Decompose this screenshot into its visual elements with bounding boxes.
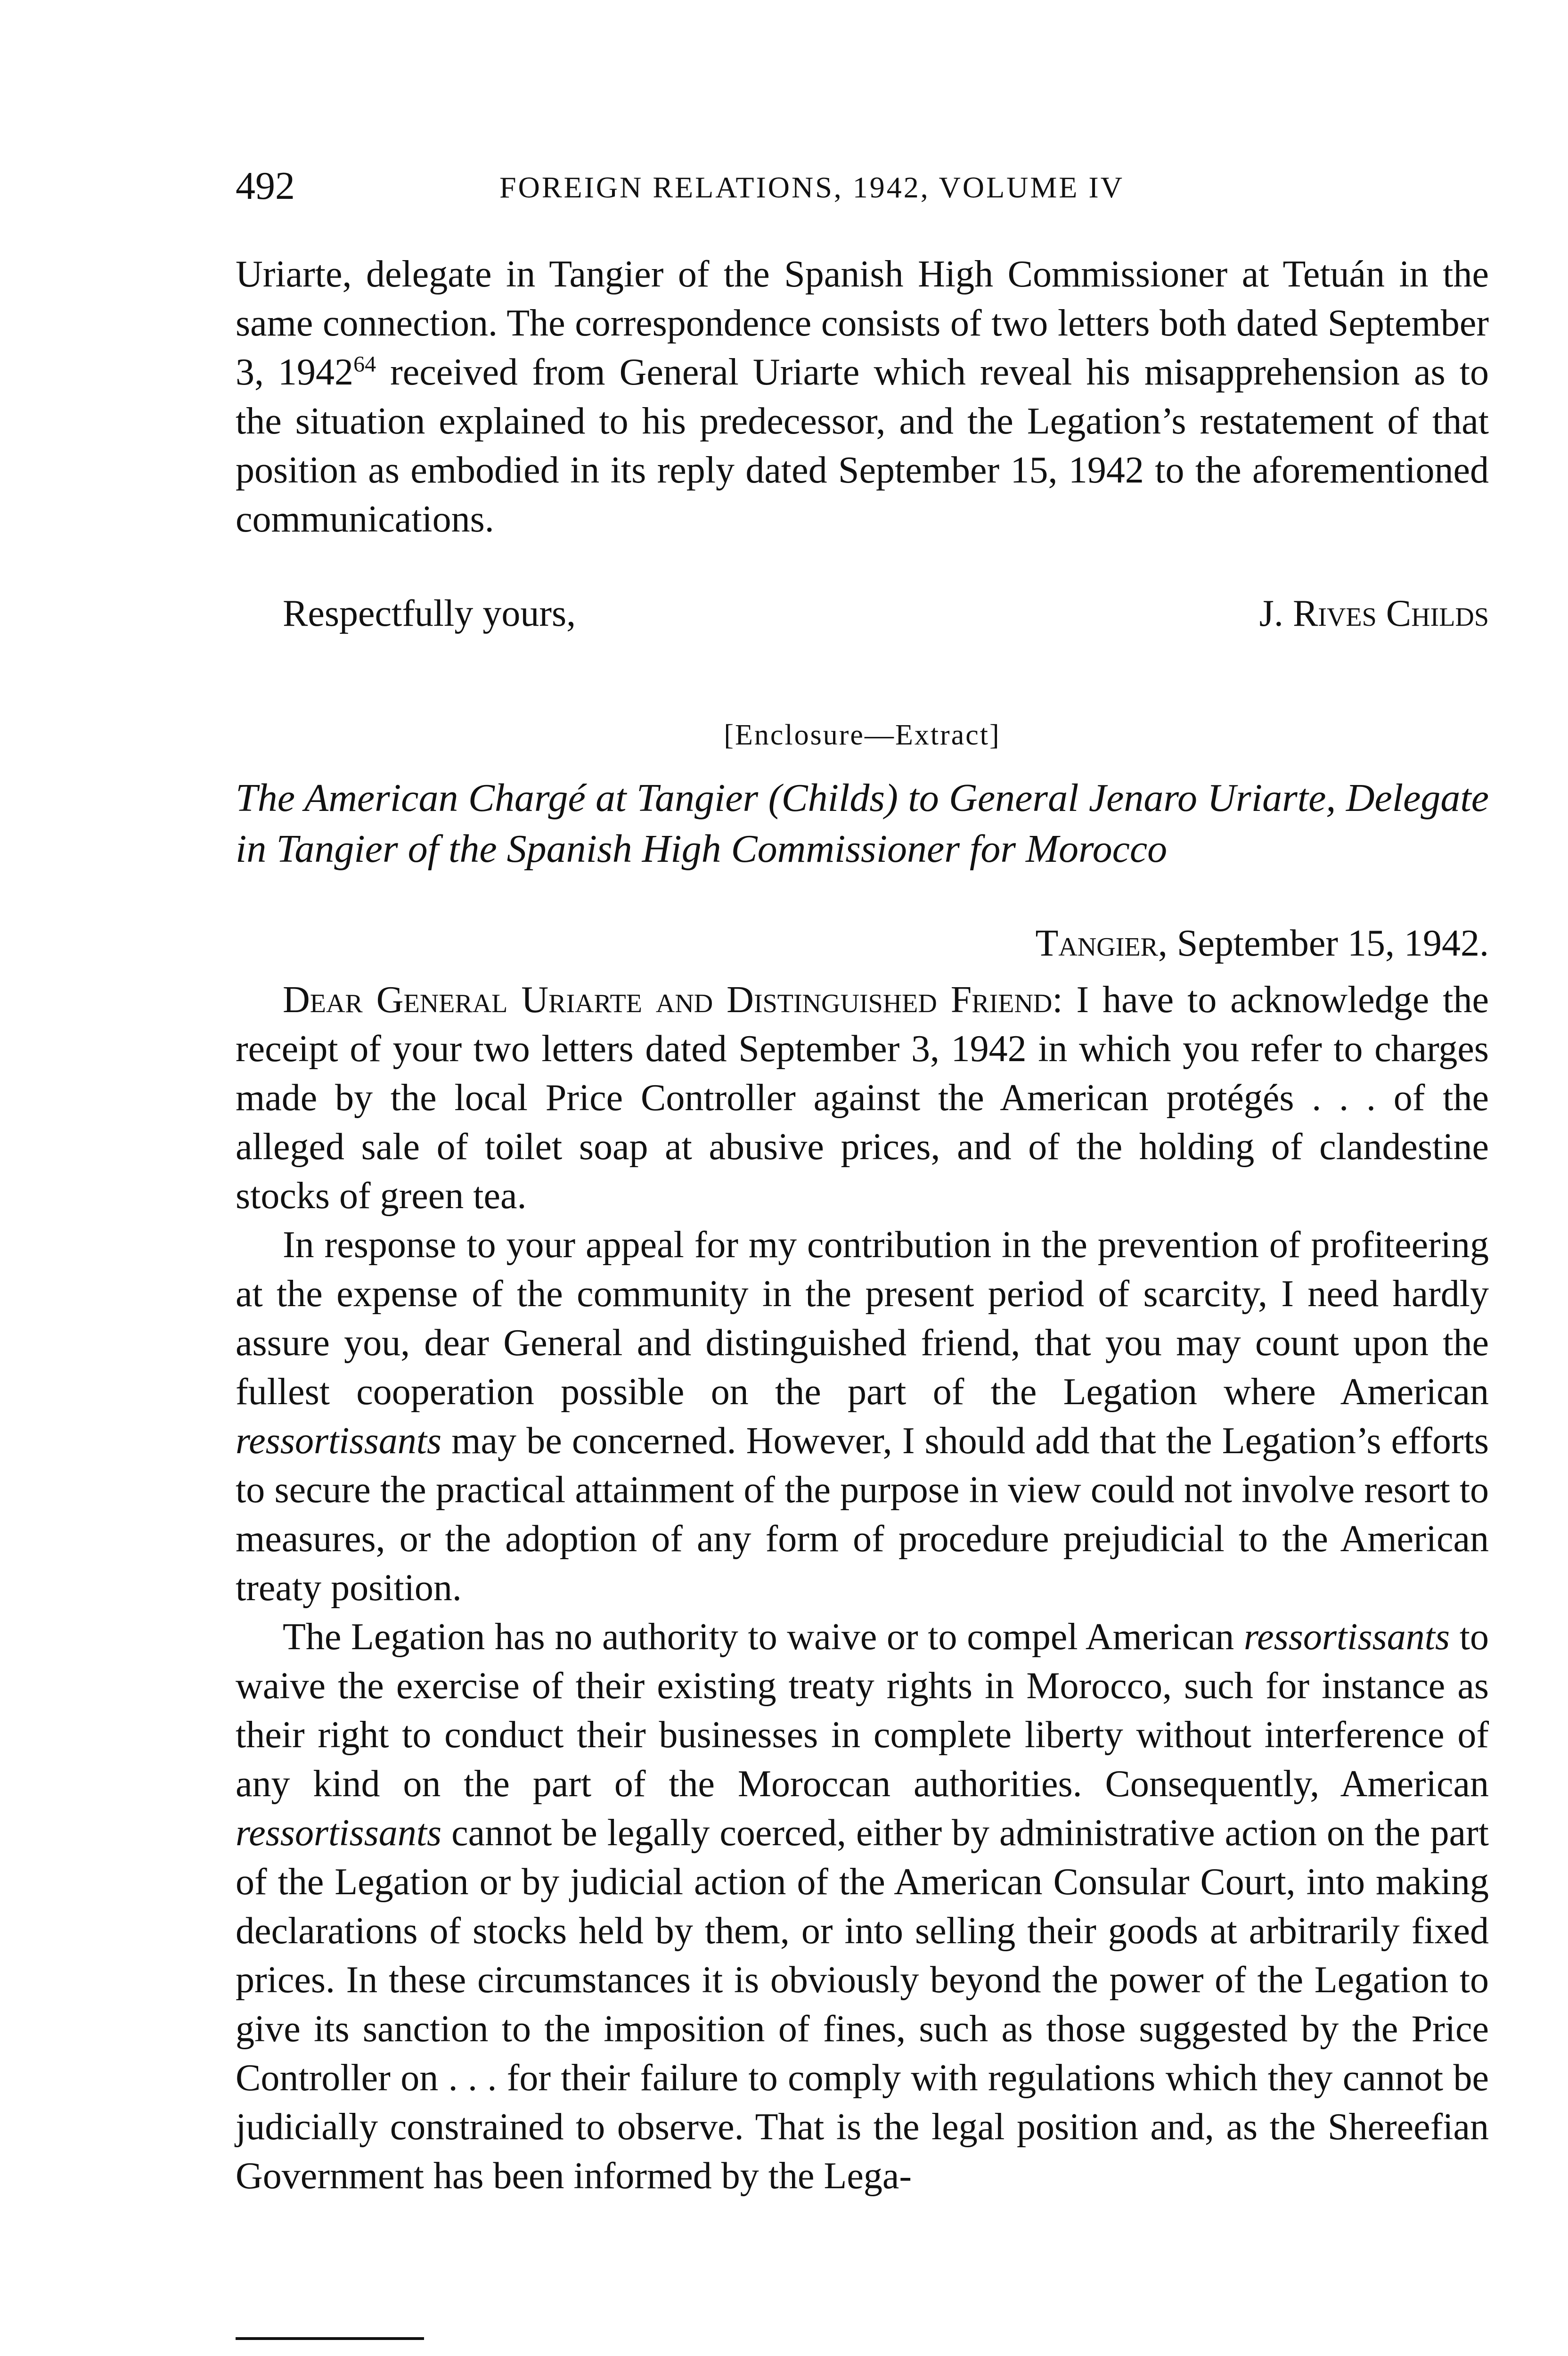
- letter-date: , September 15, 1942.: [1158, 923, 1489, 964]
- document-title: The American Chargé at Tangier (Childs) to General Jenaro Uriarte, Delegate in Tangier of the Spanish High Commissioner for Morocco: [236, 776, 1489, 871]
- footnote-reference[interactable]: 64: [353, 352, 376, 377]
- paragraph-3-italic-1: ressortissants: [1243, 1616, 1450, 1658]
- paragraph-3-text-b: to waive the exercise of their existing treaty rights in Morocco, such for instance as their right to conduct their businesses in complete liberty without interference of any kind on the part of the Moroccan authorities. Consequently, American: [236, 1616, 1489, 1805]
- paragraph-3-italic-2: ressortissants: [236, 1812, 442, 1854]
- letter-paragraph-3: [236, 1612, 1489, 2201]
- place-date-line: [236, 919, 1489, 968]
- enclosure-label: [Enclosure—Extract]: [724, 719, 1001, 751]
- paragraph-3-text-c: cannot be legally coerced, either by administrative action on the part of the Legation or by judicial action of the American Consular Court, into making declarations of stocks held by them, or into selling their goods at arbitrarily fixed prices. In these circumstances it is obviously beyond the power of the Legation to give its sanction to the imposition of fines, such as those suggested by the Price Controller on . . . for their failure to comply with regulations which they cannot be judicially constrained to observe. That is the legal position and, as the Shereefian Government has been informed by the Lega-: [236, 1812, 1489, 2197]
- signer-first-name: Rives: [1292, 593, 1377, 634]
- signer-initial: J.: [1259, 593, 1283, 634]
- intro-paragraph: [236, 250, 1489, 544]
- signature-block: [236, 589, 1489, 641]
- page-header: [236, 160, 1498, 212]
- paragraph-1-text: : I have to acknowledge the receipt of your two letters dated September 3, 1942 in which you refer to charges made by the local Price Controller against the American protégés . . . of the alleged sale of toilet soap at abusive prices, and of the holding of clandestine stocks of green tea.: [236, 979, 1489, 1217]
- paragraph-2-text-b: may be concerned. However, I should add that the Legation’s efforts to secure the practical attainment of the purpose in view could not involve resort to measures, or the adoption of any form of procedure prejudicial to the American treaty position.: [236, 1420, 1489, 1609]
- letter-place: Tangier: [1035, 923, 1158, 964]
- closing-phrase: Respectfully yours,: [283, 593, 576, 634]
- signer-name: [1259, 589, 1489, 638]
- paragraph-2-italic: ressortissants: [236, 1420, 442, 1462]
- salutation: Dear General Uriarte and Distinguished Friend: [283, 979, 1053, 1021]
- intro-text-end: received from General Uriarte which reveal his misapprehension as to the situation explained to his predecessor, and the Legation’s restatement of that position as embodied in its reply dated September 15, 1942 to the aforementioned communications.: [236, 352, 1489, 540]
- paragraph-2-text-a: In response to your appeal for my contribution in the prevention of profiteering at the expense of the community in the present period of scarcity, I need hardly assure you, dear General and distinguished friend, that you may count upon the fullest cooperation possible on the part of the Legation where American: [236, 1224, 1489, 1413]
- intro-text-start: Uriarte, delegate in Tangier of the Spanish High Commissioner at Tetuán in the same connection. The correspondence consists of two letters both dated September 3, 1942: [236, 254, 1489, 393]
- running-head: FOREIGN RELATIONS, 1942, VOLUME IV: [499, 171, 1124, 204]
- letter-paragraph-1: [236, 975, 1489, 1220]
- letter-paragraph-2: [236, 1220, 1489, 1612]
- footnote-divider: [236, 2337, 424, 2340]
- paragraph-3-text-a: The Legation has no authority to waive or to compel American: [283, 1616, 1244, 1658]
- letter-body: [236, 975, 1489, 2201]
- page-number: 492: [236, 164, 295, 208]
- signer-last-name: Childs: [1386, 593, 1489, 634]
